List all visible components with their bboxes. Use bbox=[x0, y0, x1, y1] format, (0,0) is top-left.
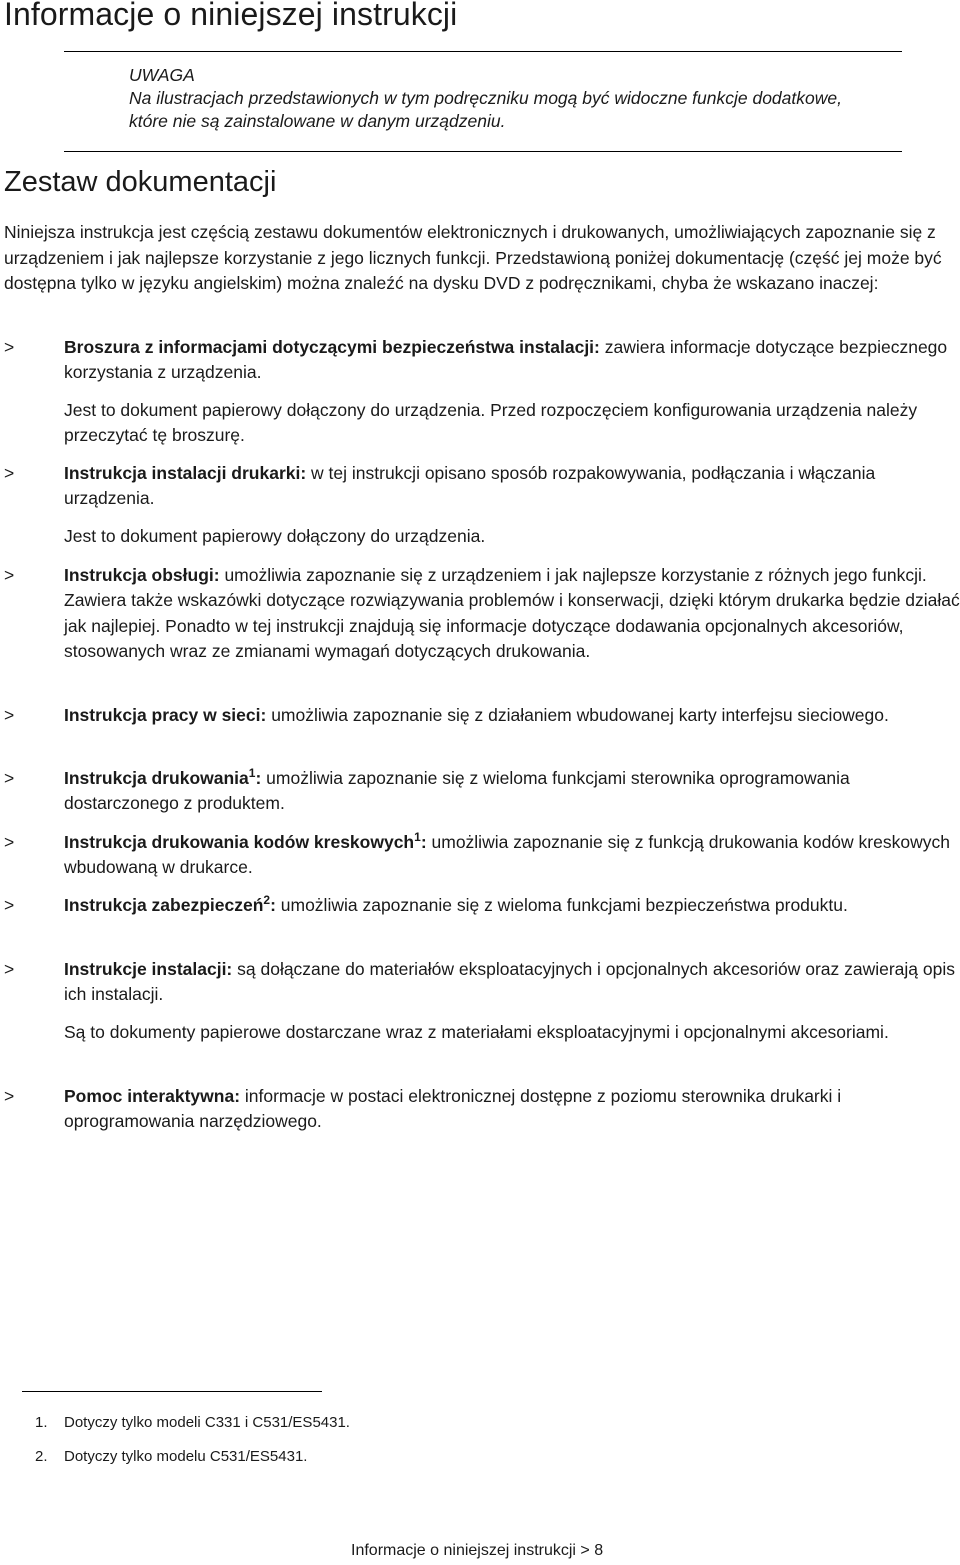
list-item bbox=[4, 957, 960, 1045]
item-term: Instrukcja pracy w sieci: bbox=[64, 705, 267, 725]
item-term-colon: : bbox=[420, 832, 427, 852]
item-term: Broszura z informacjami dotyczącymi bezpieczeństwa instalacji: bbox=[64, 337, 600, 357]
bullet-marker: > bbox=[4, 1086, 15, 1106]
item-extra: Są to dokumenty papierowe dostarczane wraz z materiałami eksploatacyjnymi i opcjonalnymi akcesoriami. bbox=[64, 1021, 889, 1042]
item-desc: są dołączane do materiałów eksploatacyjnych i opcjonalnych akcesoriów oraz zawierają opis ich instalacji. bbox=[64, 959, 956, 1005]
item-term: Instrukcja instalacji drukarki: bbox=[64, 463, 307, 483]
note-top-rule bbox=[64, 51, 902, 52]
list-item bbox=[4, 766, 960, 817]
list-item bbox=[4, 461, 960, 549]
item-term: Instrukcja drukowania kodów kreskowych bbox=[64, 832, 415, 852]
footnote-ref: 2 bbox=[263, 893, 271, 907]
list-item bbox=[4, 563, 960, 665]
bullet-marker: > bbox=[4, 768, 15, 788]
list-item bbox=[4, 893, 960, 918]
page-title: Informacje o niniejszej instrukcji bbox=[4, 0, 458, 32]
item-desc: umożliwia zapoznanie się z funkcją drukowania kodów kreskowych wbudowaną w drukarce. bbox=[64, 832, 950, 878]
item-term-colon: : bbox=[255, 768, 262, 788]
list-item bbox=[4, 335, 960, 449]
bullet-marker: > bbox=[4, 895, 15, 915]
section-title: Zestaw dokumentacji bbox=[4, 166, 277, 198]
list-item bbox=[4, 703, 960, 728]
note-label: UWAGA bbox=[129, 65, 195, 85]
note-box bbox=[129, 64, 869, 133]
footnote-text: Dotyczy tylko modeli C331 i C531/ES5431. bbox=[64, 1414, 350, 1431]
bullet-marker: > bbox=[4, 705, 15, 725]
item-desc: umożliwia zapoznanie się z wieloma funkcjami bezpieczeństwa produktu. bbox=[275, 895, 848, 915]
item-extra: Jest to dokument papierowy dołączony do urządzenia. bbox=[64, 525, 486, 546]
item-desc: umożliwia zapoznanie się z działaniem wbudowanej karty interfejsu sieciowego. bbox=[266, 705, 889, 725]
footnote-text: Dotyczy tylko modelu C531/ES5431. bbox=[64, 1448, 308, 1465]
bullet-marker: > bbox=[4, 565, 15, 585]
note-bottom-rule bbox=[64, 151, 902, 152]
bullet-marker: > bbox=[4, 337, 15, 357]
item-term: Instrukcja drukowania bbox=[64, 768, 249, 788]
item-extra: Jest to dokument papierowy dołączony do urządzenia. Przed rozpoczęciem konfigurowania urządzenia należy przeczytać tę broszurę. bbox=[64, 399, 918, 446]
item-term: Instrukcja obsługi: bbox=[64, 565, 220, 585]
item-term: Instrukcje instalacji: bbox=[64, 959, 233, 979]
footnote-2 bbox=[35, 1448, 307, 1465]
bullet-marker: > bbox=[4, 463, 15, 483]
bullet-marker: > bbox=[4, 959, 15, 979]
footnote-ref: 1 bbox=[414, 830, 421, 844]
item-desc: umożliwia zapoznanie się z wieloma funkcjami sterownika oprogramowania dostarczonego z produktem. bbox=[64, 768, 850, 814]
item-desc: umożliwia zapoznanie się z urządzeniem i jak najlepsze korzystanie z różnych jego funkcji. Zawiera także wskazówki dotyczące rozwiązywania problemów i konserwacji, dzięki którym drukarka będzie działać jak najlepiej. Ponadto w tej instrukcji znajdują się informacje dotyczące dodawania opcjonalnych akcesoriów, stosowanych wraz ze zmianami wymagań dotyczących drukowania. bbox=[64, 565, 960, 662]
intro-paragraph: Niniejsza instrukcja jest częścią zestawu dokumentów elektronicznych i drukowanych, umożliwiających zapoznanie się z urządzeniem i jak najlepsze korzystanie z jego licznych funkcji. Przedstawioną poniżej dokumentację (część jej może być dostępna tylko w języku angielskim) można znaleźć na dysku DVD z podręcznikami, chyba że wskazano inaczej: bbox=[4, 222, 942, 294]
footnote-number: 1. bbox=[35, 1414, 48, 1431]
footnote-rule bbox=[22, 1391, 322, 1392]
item-desc: informacje w postaci elektronicznej dostępne z poziomu sterownika drukarki i oprogramowania narzędziowego. bbox=[64, 1086, 842, 1132]
item-desc: w tej instrukcji opisano sposób rozpakowywania, podłączania i włączania urządzenia. bbox=[64, 463, 876, 509]
item-term: Pomoc interaktywna: bbox=[64, 1086, 241, 1106]
footnote-ref: 1 bbox=[248, 766, 256, 780]
bullet-marker: > bbox=[4, 832, 15, 852]
item-term-colon: : bbox=[270, 895, 276, 915]
list-item bbox=[4, 1084, 960, 1135]
note-text: Na ilustracjach przedstawionych w tym podręczniku mogą być widoczne funkcje dodatkowe, które nie są zainstalowane w danym urządzeniu. bbox=[129, 88, 842, 131]
item-desc: zawiera informacje dotyczące bezpiecznego korzystania z urządzenia. bbox=[64, 337, 948, 383]
list-item bbox=[4, 830, 960, 881]
item-term: Instrukcja zabezpieczeń bbox=[64, 895, 264, 915]
footnote-1 bbox=[35, 1414, 350, 1431]
page-footer: Informacje o niniejszej instrukcji > 8 bbox=[351, 1542, 604, 1559]
footnote-number: 2. bbox=[35, 1448, 48, 1465]
